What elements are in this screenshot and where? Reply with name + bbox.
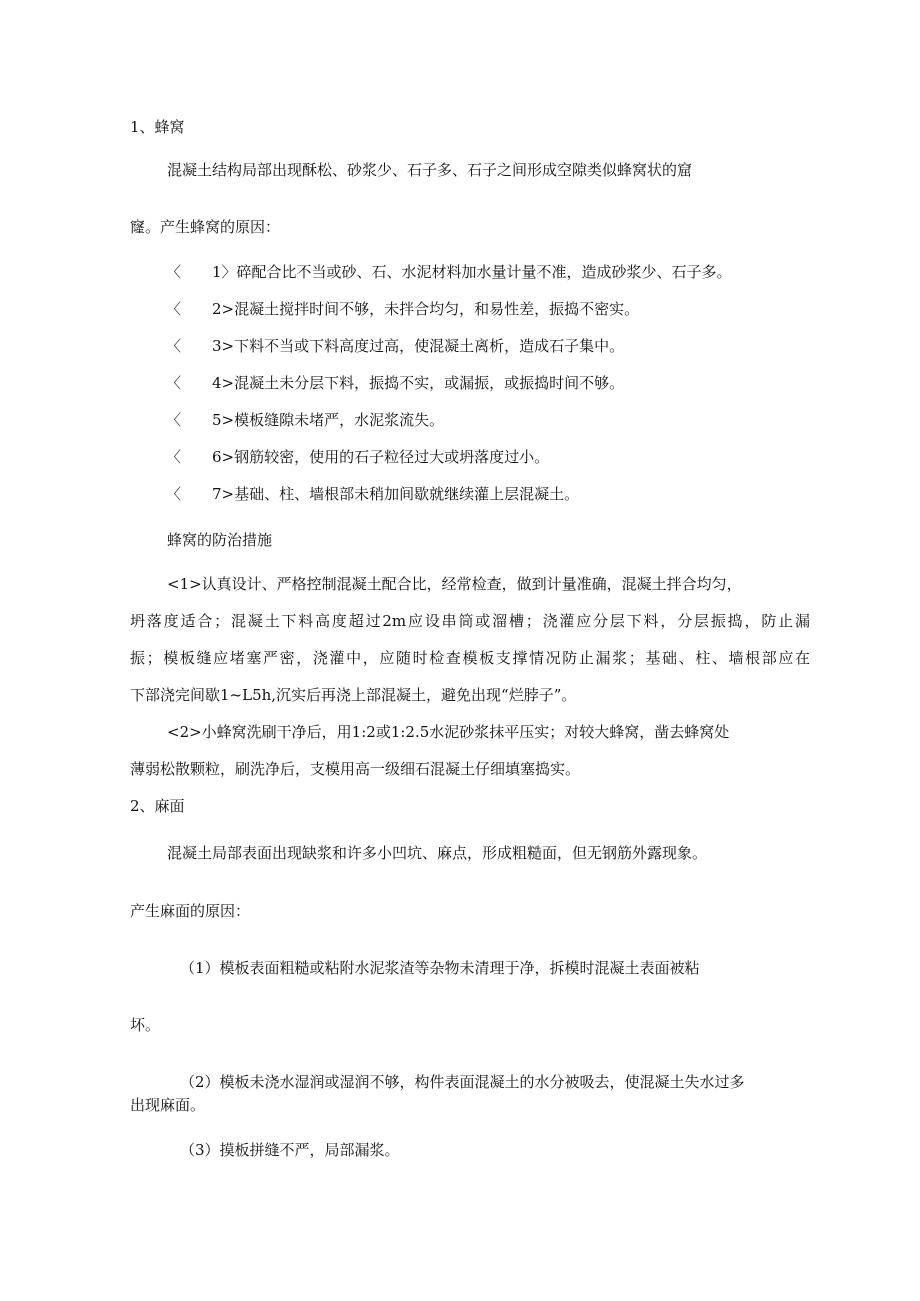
- bullet-mark: 〈: [166, 263, 182, 281]
- measure-1-line: 下部浇完间歇1~L5h,沉实后再浇上部混凝土，避免出现“烂脖子”。: [130, 686, 577, 704]
- bullet-mark: 〈: [166, 337, 182, 355]
- cause-item: 1〉碎配合比不当或砂、石、水泥材料加水量计量不准，造成砂浆少、石子多。: [212, 263, 732, 281]
- measure-2-line: 薄弱松散颗粒，刷洗净后，支模用高一级细石混凝土仔细填塞捣实。: [130, 760, 581, 778]
- definition-line-2: 窿。产生蜂窝的原因：: [130, 218, 281, 236]
- pockmark-cause-1-line-2: 坏。: [130, 1016, 161, 1034]
- bullet-mark: 〈: [166, 300, 182, 318]
- measure-1-line: <1>认真设计、严格控制混凝土配合比，经常检查，做到计量准确，混凝土拌合均匀，: [167, 575, 742, 593]
- prevention-title: 蜂窝的防治措施: [167, 531, 273, 549]
- bullet-mark: 〈: [166, 448, 182, 466]
- measure-2-line: <2>小蜂窝洗刷干净后，用1:2或1:2.5水泥砂浆抹平压实；对较大蜂窝，凿去蜂窝处: [167, 723, 730, 741]
- bullet-mark: 〈: [166, 374, 182, 392]
- section-heading-pockmark: 2、麻面: [130, 797, 185, 815]
- definition-line-1: 混凝土结构局部出现酥松、砂浆少、石子多、石子之间形成空隙类似蜂窝状的窟: [167, 161, 693, 179]
- cause-item: 2>混凝土搅拌时间不够，未拌合均匀，和易性差，振捣不密实。: [212, 300, 640, 318]
- cause-item: 5>模板缝隙未堵严，水泥浆流失。: [212, 411, 445, 429]
- cause-item: 3>下料不当或下料高度过高，使混凝土离析，造成石子集中。: [212, 337, 625, 355]
- cause-item: 4>混凝土未分层下料，振捣不实，或漏振，或振捣时间不够。: [212, 374, 625, 392]
- cause-item: 7>基础、柱、墙根部未稍加间歇就继续灌上层混凝土。: [212, 485, 580, 503]
- pockmark-cause-2-line-2: 出现麻面。: [130, 1096, 206, 1114]
- pockmark-cause-3: （3）摸板拼缝不严，局部漏浆。: [180, 1141, 400, 1159]
- bullet-mark: 〈: [166, 485, 182, 503]
- measure-1-line: 坍落度适合；混凝土下料高度超过2m应设串筒或溜槽；浇灌应分层下料，分层振捣，防止漏: [130, 612, 810, 630]
- pockmark-cause-1-line-1: （1）模板表面粗糙或粘附水泥浆渣等杂物未清理于净，拆模时混凝土表面被粘: [180, 959, 700, 977]
- pockmark-cause-2-line-1: （2）模板未浇水湿润或湿润不够，构件表面混凝土的水分被吸去，使混凝土失水过多: [180, 1073, 745, 1091]
- bullet-mark: 〈: [166, 411, 182, 429]
- pockmark-causes-title: 产生麻面的原因：: [130, 902, 251, 920]
- cause-item: 6>钢筋较密，使用的石子粒径过大或坍落度过小。: [212, 448, 550, 466]
- measure-1-line: 振；模板缝应堵塞严密，浇灌中，应随时检查模板支撑情况防止漏浆；基础、柱、墙根部应在: [130, 649, 810, 667]
- section-heading-honeycomb: 1、蜂窝: [130, 118, 185, 136]
- pockmark-definition: 混凝土局部表面出现缺浆和许多小凹坑、麻点，形成粗糙面，但无钢筋外露现象。: [167, 844, 708, 862]
